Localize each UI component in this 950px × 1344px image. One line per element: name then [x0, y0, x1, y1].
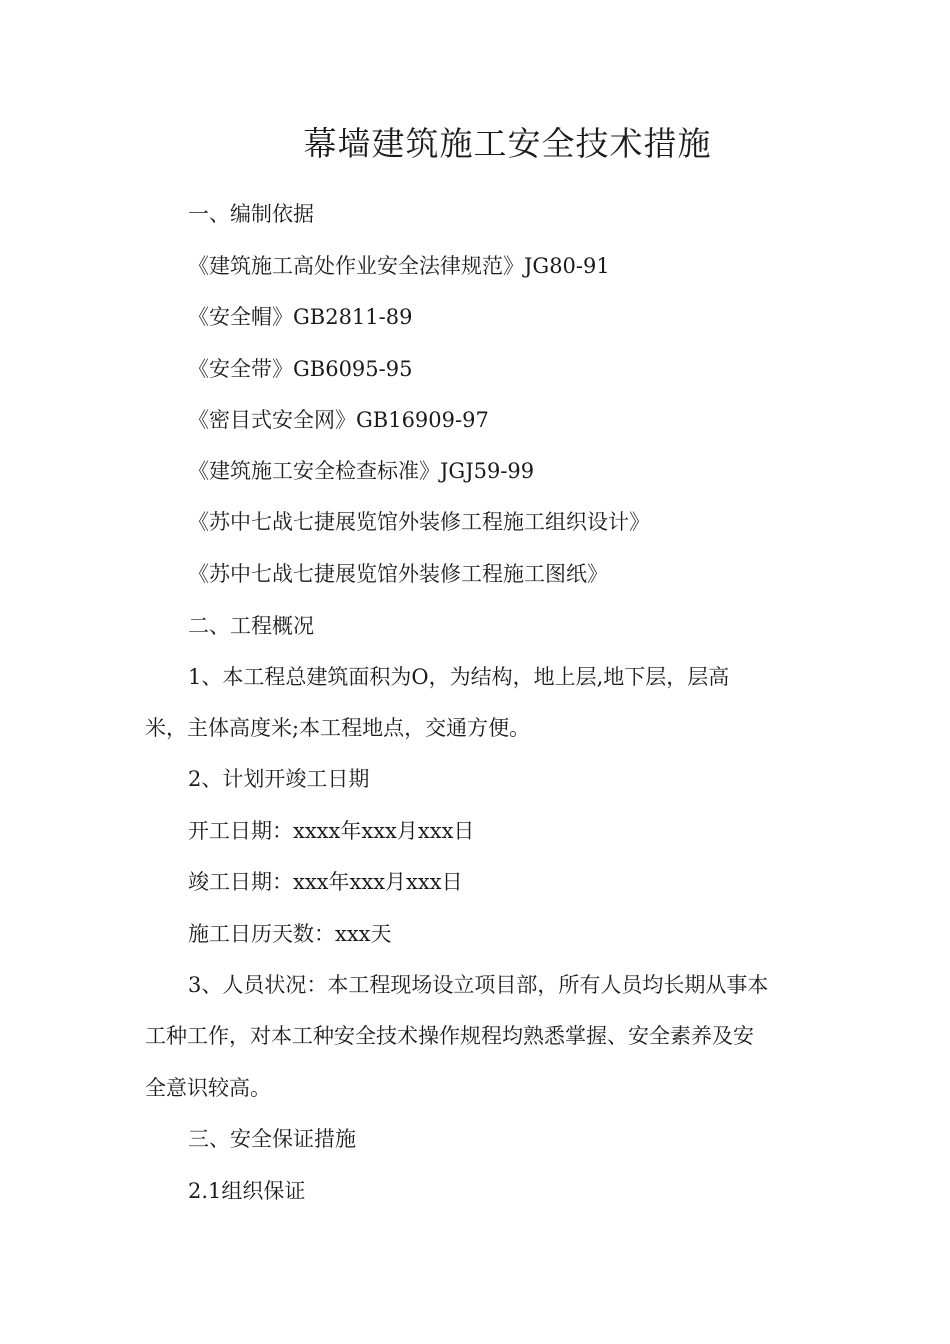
- section-heading-overview: 二、工程概况: [188, 614, 314, 638]
- paragraph-line: 全意识较高。: [145, 1076, 271, 1100]
- paragraph-line: 开工日期：xxxx年xxx月xxx日: [188, 819, 475, 843]
- reference-item: 《建筑施工安全检查标准》JGJ59-99: [188, 459, 535, 483]
- document-title: 幕墙建筑施工安全技术措施: [303, 124, 712, 163]
- paragraph-line: 米，主体高度米;本工程地点，交通方便。: [145, 716, 531, 740]
- section-heading-basis: 一、编制依据: [188, 202, 314, 226]
- reference-item: 《安全帽》GB2811-89: [188, 305, 413, 329]
- subsection-heading: 2.1组织保证: [188, 1179, 306, 1203]
- paragraph-line: 施工日历天数：xxx天: [188, 922, 392, 946]
- reference-item: 《苏中七战七捷展览馆外装修工程施工图纸》: [188, 562, 608, 586]
- reference-item: 《苏中七战七捷展览馆外装修工程施工组织设计》: [188, 510, 650, 534]
- paragraph-line: 工种工作，对本工种安全技术操作规程均熟悉掌握、安全素养及安: [145, 1024, 754, 1048]
- reference-item: 《密目式安全网》GB16909-97: [188, 408, 489, 432]
- section-heading-safety: 三、安全保证措施: [188, 1127, 356, 1151]
- reference-item: 《建筑施工高处作业安全法律规范》JG80-91: [188, 254, 610, 278]
- paragraph-line: 2、计划开竣工日期: [188, 767, 370, 791]
- paragraph-line: 3、人员状况：本工程现场设立项目部，所有人员均长期从事本: [188, 973, 769, 997]
- paragraph-line: 1、本工程总建筑面积为O，为结构，地上层,地下层，层高: [188, 665, 730, 689]
- reference-item: 《安全带》GB6095-95: [188, 357, 413, 381]
- paragraph-line: 竣工日期：xxx年xxx月xxx日: [188, 870, 463, 894]
